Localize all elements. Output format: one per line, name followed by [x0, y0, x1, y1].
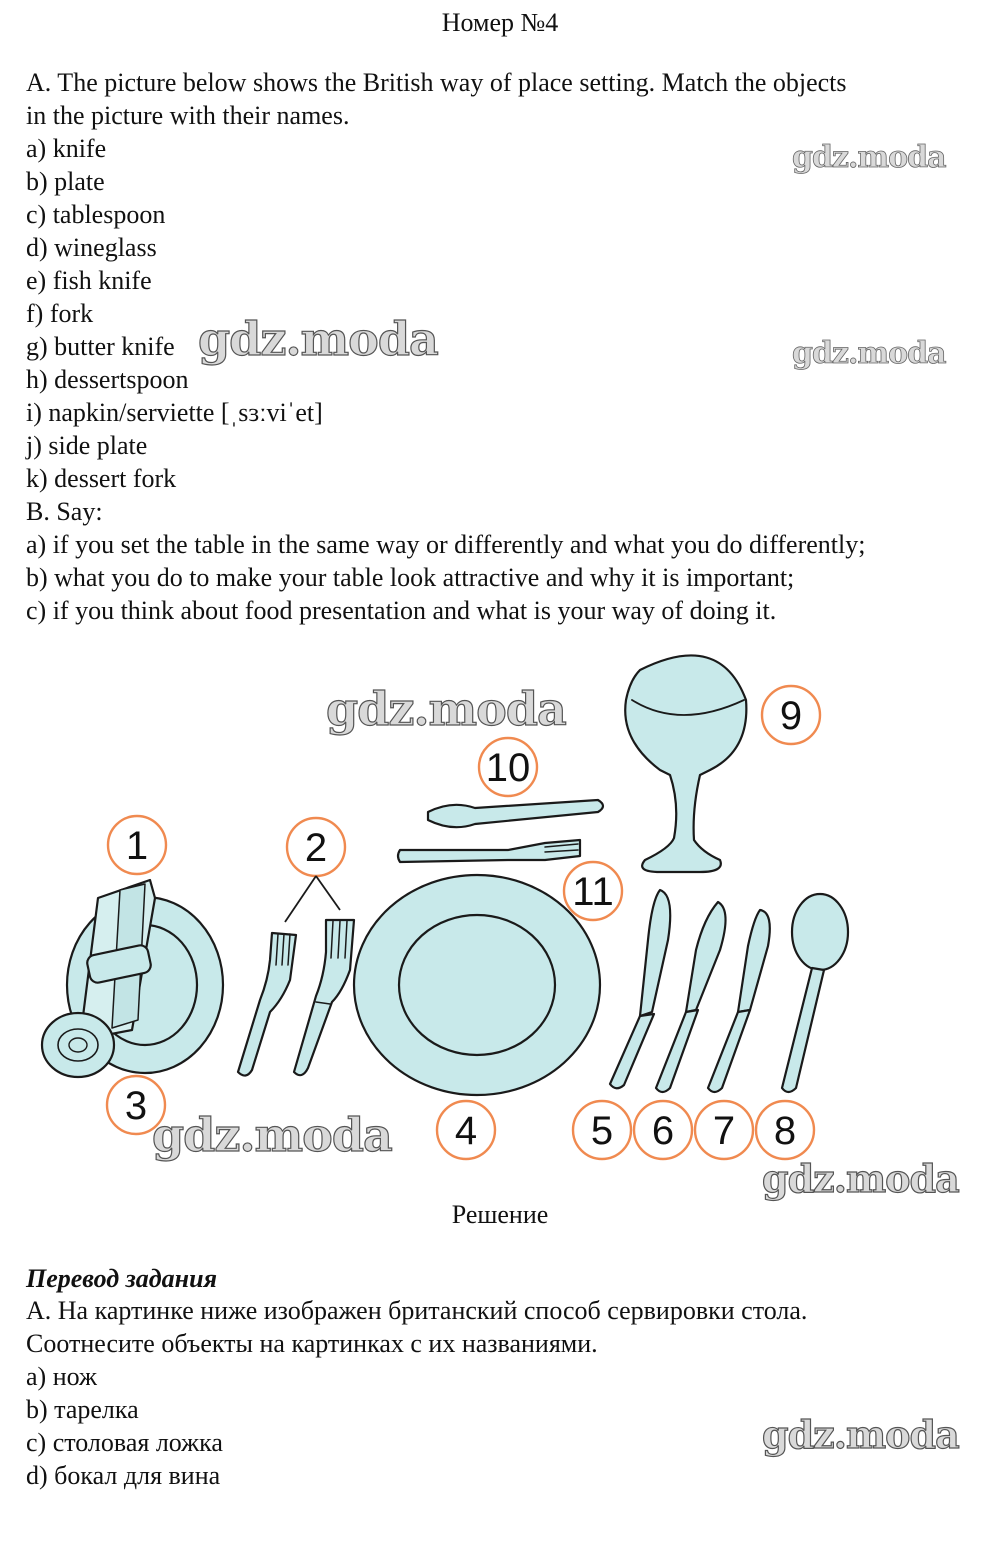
say-item-b: b) what you do to make your table look attractive and why it is important;	[26, 563, 795, 592]
task-item-h: h) dessertspoon	[26, 365, 189, 394]
label-number-1: 1	[125, 824, 149, 868]
watermark: gdz.moda	[792, 140, 946, 175]
label-number-2: 2	[304, 826, 328, 870]
label-number-9: 9	[779, 694, 803, 738]
watermark: gdz.moda	[198, 312, 438, 366]
task-item-e: e) fish knife	[26, 266, 152, 295]
label-number-4: 4	[454, 1109, 478, 1153]
translation-title: Перевод задания	[26, 1264, 217, 1293]
task-item-k: k) dessert fork	[26, 464, 177, 493]
label-number-7: 7	[712, 1109, 736, 1153]
translation-line-2: Соотнесите объекты на картинках с их названиями.	[26, 1329, 598, 1358]
say-item-c: c) if you think about food presentation and what is your way of doing it.	[26, 596, 777, 625]
tablespoon	[782, 894, 848, 1092]
solution-heading: Решение	[451, 1200, 549, 1229]
watermark: gdz.moda	[762, 1156, 959, 1201]
label-number-3: 3	[124, 1084, 148, 1128]
dessert-spoon	[428, 800, 603, 827]
dinner-plate	[354, 875, 600, 1095]
wineglass	[625, 655, 746, 872]
task-item-c: c) tablespoon	[26, 200, 166, 229]
watermark: gdz.moda	[762, 1412, 959, 1457]
task-item-b: b) plate	[26, 167, 105, 196]
dessert-fork-top	[398, 840, 580, 862]
label-number-8: 8	[773, 1109, 797, 1153]
task-item-j: j) side plate	[26, 431, 148, 460]
translation-item-c: c) столовая ложка	[26, 1428, 223, 1457]
task-item-g: g) butter knife	[26, 332, 175, 361]
task-item-a: a) knife	[26, 134, 107, 163]
say-heading: B. Say:	[26, 497, 103, 526]
label-number-5: 5	[590, 1109, 614, 1153]
say-item-a: a) if you set the table in the same way or differently and what you do differently;	[26, 530, 866, 559]
watermark: gdz.moda	[326, 682, 566, 736]
page-title: Номер №4	[441, 8, 559, 37]
translation-item-d: d) бокал для вина	[26, 1461, 221, 1490]
watermark: gdz.moda	[792, 336, 946, 371]
label-number-6: 6	[651, 1109, 675, 1153]
label-number-11: 11	[572, 870, 614, 914]
task-intro-line-2: in the picture with their names.	[26, 101, 350, 130]
knife	[610, 890, 670, 1088]
fork-right	[294, 920, 354, 1075]
watermark: gdz.moda	[152, 1108, 392, 1162]
label-number-10: 10	[485, 746, 531, 790]
dessert-fork-left	[238, 933, 296, 1076]
task-item-f: f) fork	[26, 299, 94, 328]
task-item-d: d) wineglass	[26, 233, 157, 262]
task-intro-line-1: A. The picture below shows the British way of place setting. Match the objects	[26, 68, 847, 97]
task-item-i: i) napkin/serviette [ˌsɜːviˈet]	[26, 398, 323, 427]
translation-item-a: a) нож	[26, 1362, 97, 1391]
translation-line-1: A. На картинке ниже изображен британский способ сервировки стола.	[26, 1296, 808, 1325]
translation-item-b: b) тарелка	[26, 1395, 139, 1424]
